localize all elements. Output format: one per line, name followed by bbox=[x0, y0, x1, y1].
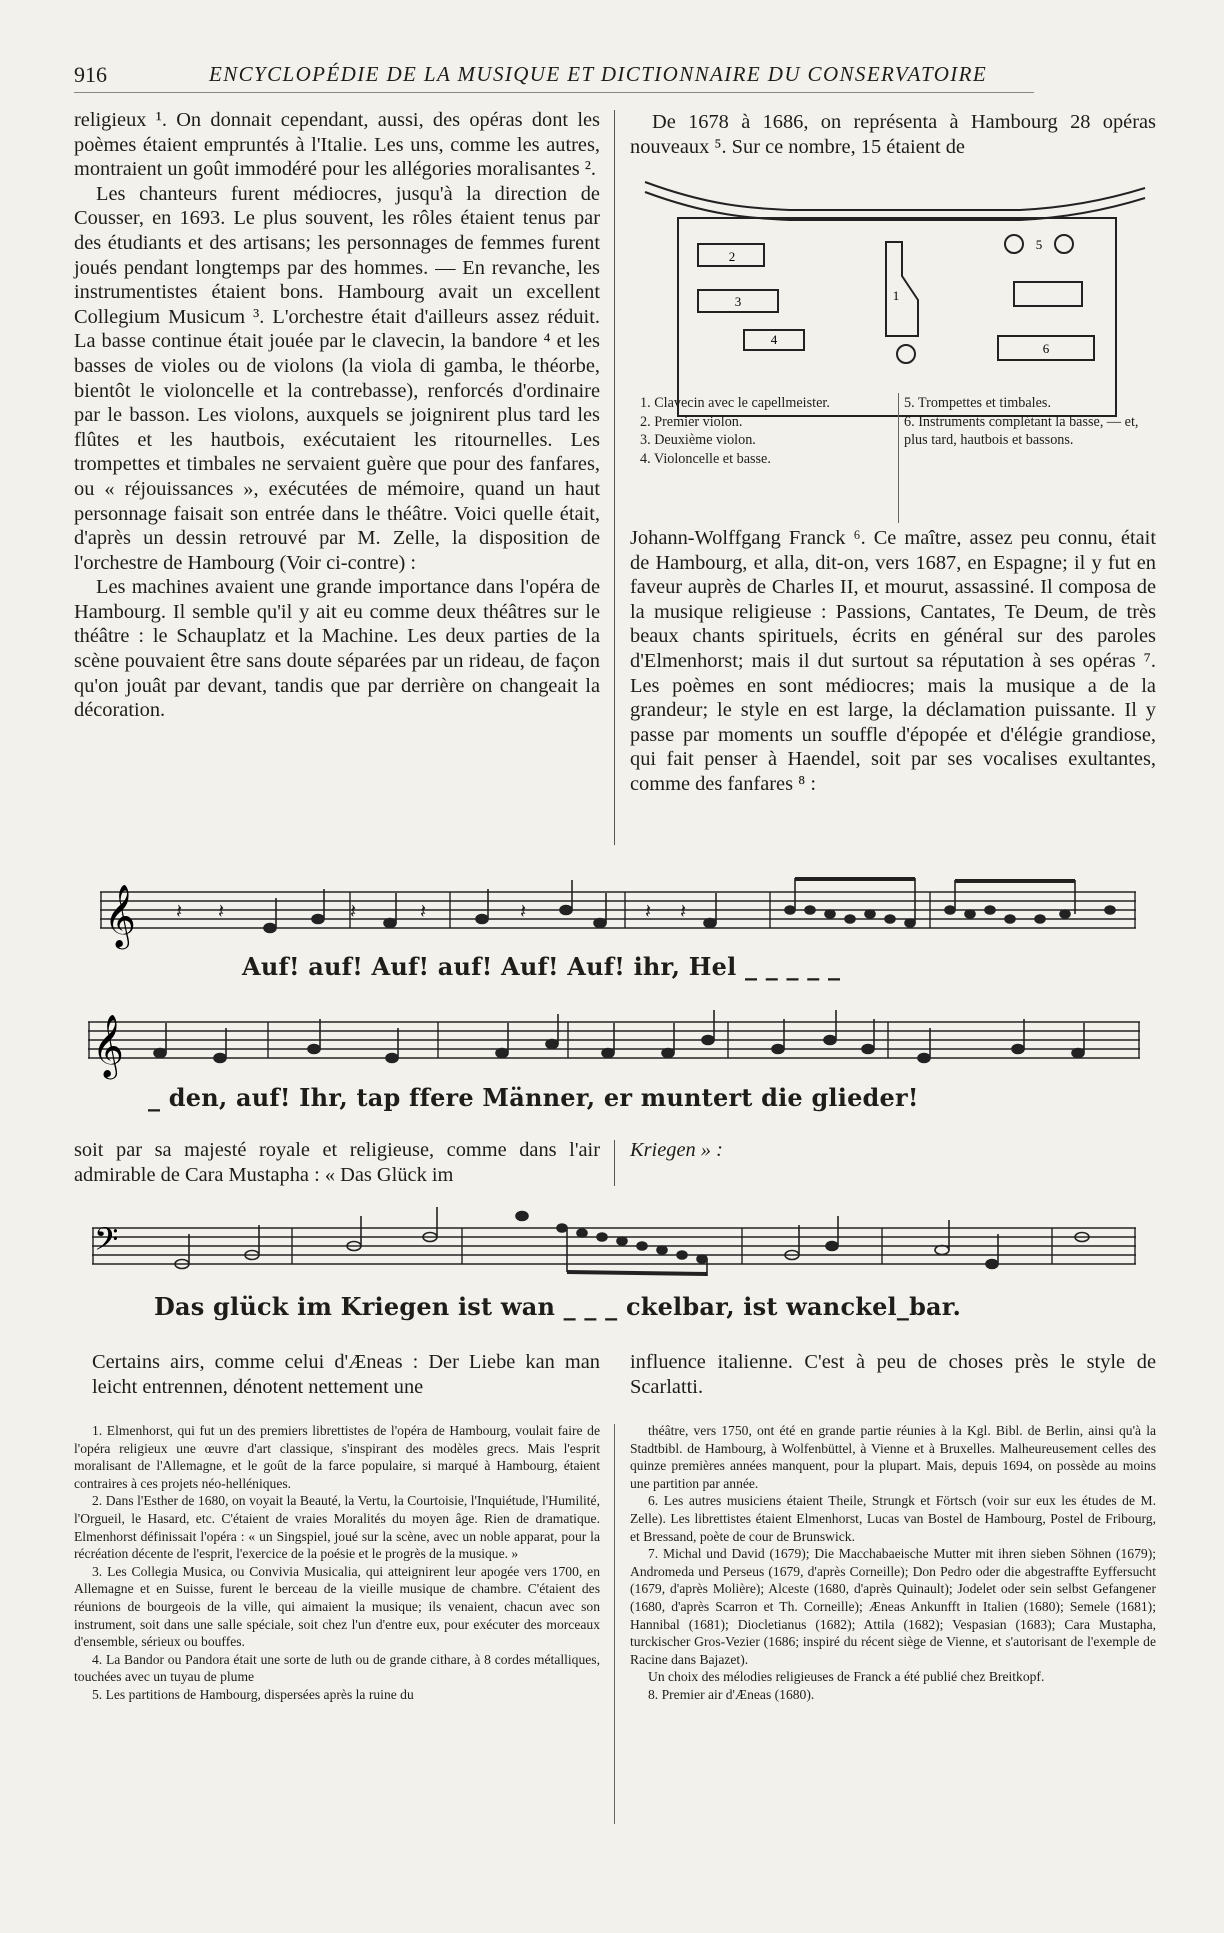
mid-text-left: soit par sa majesté royale et religieuse, comme dans l'air admirable de Cara Mustapha : « Das Glück im bbox=[74, 1139, 600, 1186]
footnotes-right bbox=[630, 1422, 1156, 1704]
footnotes-left bbox=[74, 1422, 600, 1704]
left-paragraph-2: Les chanteurs furent médiocres, jusqu'à la direction de Cousser, en 1693. Le plus souvent, les rôles étaient tenus par des étudiants et des artisans; les personnages de femmes furent joués pendant longtemps par des hommes. — En revanche, les instrumentistes étaient bons. Hambourg avait un excellent Collegium Musicum ³. L'orchestre était d'ailleurs assez réduit. La basse continue était jouée par le clavecin, la bandore ⁴ et les basses de violes ou de violons (la viola di gamba, le théorbe, bientôt le violoncelle et la contrebasse), renforcés d'ordinaire par le basson. Les violons, auxquels se joignirent plus tard les flûtes et les hautbois, exécutaient les ritournelles. Les trompettes et timbales ne servaient guère que pour des fanfares, ou « réjouissances », exécutées de mémoire, quand un haut personnage faisait son entrée dans le théâtre. Voici quelle était, d'après un dessin retrouvé par M. Zelle, la disposition de l'orchestre de Hambourg (Voir ci-contre) : bbox=[74, 182, 600, 574]
column-divider-mid bbox=[614, 1140, 615, 1186]
harpsichord-shape bbox=[886, 242, 918, 336]
box-trumpets bbox=[1014, 282, 1082, 306]
column-divider-top bbox=[614, 110, 615, 845]
legend-item: 4. Violoncelle et basse. bbox=[640, 450, 771, 467]
right-column-bottom bbox=[630, 526, 1156, 797]
box-label: 3 bbox=[734, 294, 742, 309]
legend-item: 6. Instruments complétant la basse, — et, plus tard, hautbois et bassons. bbox=[904, 413, 1139, 449]
diagram-legend-left bbox=[640, 394, 892, 468]
footnote: 6. Les autres musiciens étaient Theile, Strungk et Förtsch (voir sur eux les études de M. Zelle). Les librettistes étaient Elmenhorst, Lucas van Bostel de Hambourg, Postel de Fribourg, et Bressand, poète de cour de Brunswick. bbox=[630, 1493, 1156, 1544]
music-staff-1 bbox=[100, 870, 1136, 950]
footnote: 7. Michal und David (1679); Die Macchabaeische Mutter mit ihren sieben Söhnen (1679); Andromeda und Perseus (1679, d'après Corneille); Don Pedro oder die abgestraffte Eyffersucht (1679, d'après Molière); Alceste (1680, d'après Quinault); Jodelet oder sein selbst Gefangener (1680, d'après Scarron et Th. Corneille); Æneas Ankunfft in Italien (1680); Semele (1681); Hannibal (1681); Diocletianus (1682); Attila (1682); Vespasian (1683); Cara Mustapha, turckischer Gros-Vezier (1686; inspiré du récent siège de Vienne, et s'autorisant de l'exemple de Racine dans Bajazet). bbox=[630, 1546, 1156, 1667]
treble-clef-icon: 𝄞 bbox=[92, 1014, 124, 1077]
legend-item: 5. Trompettes et timbales. bbox=[904, 395, 1051, 411]
legend-item: 3. Deuxième violon. bbox=[640, 432, 756, 449]
legend-divider bbox=[898, 393, 899, 523]
running-title: ENCYCLOPÉDIE DE LA MUSIQUE ET DICTIONNAIRE DU CONSERVATOIRE bbox=[209, 62, 988, 86]
box-label: 5 bbox=[1035, 237, 1043, 252]
page-number: 916 bbox=[74, 62, 107, 87]
left-paragraph-3: Les machines avaient une grande importance dans l'opéra de Hambourg. Il semble qu'il y ait eu comme deux théâtres sur le théâtre : le Schauplatz et la Machine. Les deux parties de la scène pouvaient être sans doute séparées par un rideau, de façon qu'on jouât par devant, tandis que par derrière on changeait la décoration. bbox=[74, 576, 600, 722]
page-header bbox=[74, 58, 1034, 93]
music-staff-2 bbox=[88, 1000, 1140, 1080]
bass-clef-icon: 𝄢 bbox=[94, 1221, 119, 1265]
footnote: 8. Premier air d'Æneas (1680). bbox=[648, 1686, 815, 1702]
legend-item: 1. Clavecin avec le capellmeister. bbox=[640, 395, 830, 411]
footnote: 3. Les Collegia Musica, ou Convivia Musicalia, qui atteignirent leur apogée vers 1700, en Allemagne et en Suisse, furent le berceau de la vieille musique de chambre. C'étaient des réunions de bourgeois de la ville, qui aimaient la musique; ils venaient, chacun avec son instrument, soit dans une salle spéciale, soit chez l'un d'entre eux, pour exécuter des morceaux d'ensemble, sérieux ou bouffes. bbox=[74, 1563, 600, 1650]
svg-text:𝄽: 𝄽 bbox=[420, 899, 427, 923]
legend-item: 2. Premier violon. bbox=[640, 413, 743, 430]
orchestra-diagram bbox=[640, 178, 1160, 418]
timpani-right bbox=[1055, 235, 1073, 253]
treble-clef-icon: 𝄞 bbox=[104, 884, 136, 947]
svg-text:𝄽: 𝄽 bbox=[680, 899, 687, 923]
left-paragraph-1: religieux ¹. On donnait cependant, aussi, des opéras dont les poèmes étaient empruntés à l'Italie. Les uns, comme les autres, montraient un goût immodéré pour les allégories moralisantes ². bbox=[74, 109, 600, 181]
svg-text:𝄽: 𝄽 bbox=[218, 899, 225, 923]
svg-text:𝄽: 𝄽 bbox=[350, 899, 357, 923]
lyrics-line-2: _ den, auf! Ihr, tap ffere Männer, er muntert die glieder! bbox=[148, 1083, 919, 1112]
footnote-divider bbox=[614, 1424, 615, 1824]
bottom-text-right: influence italienne. C'est à peu de choses près le style de Scarlatti. bbox=[630, 1351, 1156, 1398]
svg-text:𝄽: 𝄽 bbox=[176, 899, 183, 923]
footnote: 4. La Bandor ou Pandora était une sorte de luth ou de grande cithare, à 8 cordes métalliques, touchées avec un tuyau de plume bbox=[74, 1651, 600, 1685]
lyrics-line-1: Auf! auf! Auf! auf! Auf! Auf! ihr, Hel _ _ _ _ _ bbox=[242, 952, 841, 981]
footnote: 2. Dans l'Esther de 1680, on voyait la Beauté, la Vertu, la Courtoisie, l'Inquiétude, l'Humilité, l'Orgueil, le Hasard, etc. C'étaient de vraies Moralités du moyen âge. Rien de dramatique. Elmenhorst définissait l'opéra : « un Singspiel, joué sur la scène, avec un noble apparat, pour la récréation décente de l'esprit, l'exercice de la poésie et le progrès de la musique. » bbox=[74, 1493, 600, 1562]
svg-text:𝄽: 𝄽 bbox=[645, 899, 652, 923]
music-staff-3 bbox=[92, 1206, 1136, 1286]
footnote: 5. Les partitions de Hambourg, dispersées après la ruine du bbox=[92, 1686, 414, 1702]
box-label: 2 bbox=[728, 249, 736, 264]
box-label: 1 bbox=[892, 288, 900, 303]
diagram-legend-right bbox=[904, 394, 1158, 450]
stage-curtain-line bbox=[645, 182, 1145, 210]
mid-text-right: Kriegen » : bbox=[630, 1139, 723, 1161]
right-column-top bbox=[630, 110, 1156, 159]
bottom-text-left: Certains airs, comme celui d'Æneas : Der Liebe kan man leicht entrennen, dénotent nettement une bbox=[92, 1351, 600, 1398]
box-label: 4 bbox=[770, 332, 778, 347]
right-paragraph-1: De 1678 à 1686, on représenta à Hambourg 28 opéras nouveaux ⁵. Sur ce nombre, 15 étaient de bbox=[630, 111, 1156, 158]
svg-text:𝄽: 𝄽 bbox=[520, 899, 527, 923]
right-paragraph-2: Johann-Wolffgang Franck ⁶. Ce maître, assez peu connu, était de Hambourg, et alla, dit-on, vers 1687, en Espagne; il y fut en faveur auprès de Charles II, et mourut, assassiné. Il composa de la musique religieuse : Passions, Cantates, Te Deum, de très beaux chants spirituels, écrits en général sur des paroles d'Elmenhorst; mais il dut surtout sa réputation à ses opéras ⁷. Les poèmes en sont médiocres; mais la musique a de la grandeur; le style en est large, la déclamation puissante. Il y passe par moments un souffle d'épopée et d'élégie grandiose, qui fait penser à Haendel, soit par ses vocalises exultantes, comme des fanfares ⁸ : bbox=[630, 527, 1156, 795]
footnote: Un choix des mélodies religieuses de Franck a été publié chez Breitkopf. bbox=[648, 1669, 1045, 1685]
footnote: théâtre, vers 1750, ont été en grande partie réunies à la Kgl. Bibl. de Berlin, ainsi qu'à la Stadtbibl. de Hambourg, à Wolfenbüttel, à Vienne et à Bruxelles. Malheureusement celles des quinze premières années manquent, pour la plupart. Mais, depuis 1694, on possède au moins une partition par année. bbox=[630, 1423, 1156, 1491]
harpsichord-stool bbox=[897, 345, 915, 363]
footnote: 1. Elmenhorst, qui fut un des premiers librettistes de l'opéra de Hambourg, voulait faire de l'opéra religieux une œuvre d'art classique, s'inspirant des modèles grecs. Mais l'esprit moralisant de l'Allemagne, et le goût de la farce populaire, si marqué à Hambourg, étaient contraires à ces projets néo-helléniques. bbox=[74, 1423, 600, 1491]
left-column bbox=[74, 108, 600, 723]
orchestra-pit bbox=[678, 218, 1116, 416]
box-label: 6 bbox=[1042, 341, 1050, 356]
timpani-left bbox=[1005, 235, 1023, 253]
lyrics-line-3: Das glück im Kriegen ist wan _ _ _ ckelbar, ist wanckel_bar. bbox=[154, 1292, 961, 1321]
